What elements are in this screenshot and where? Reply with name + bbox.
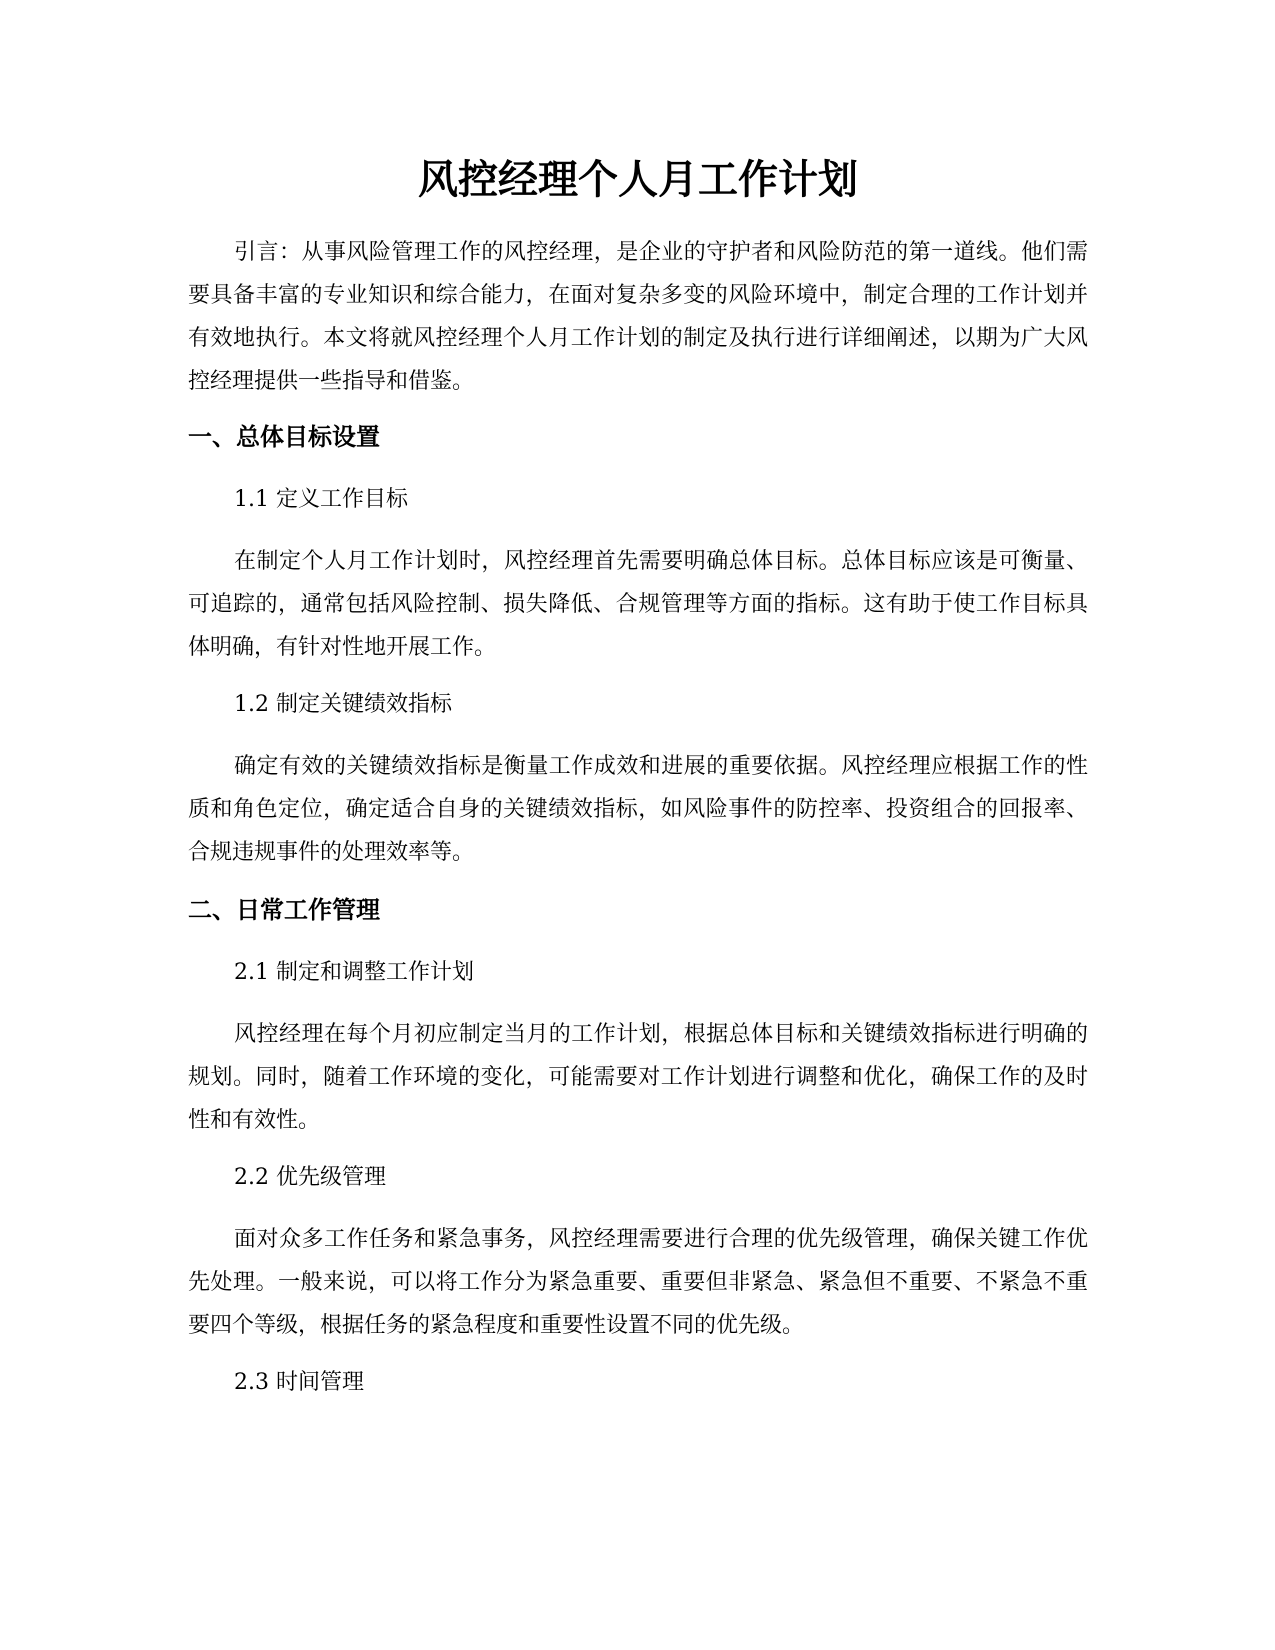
section-heading-2: 二、日常工作管理: [188, 896, 380, 924]
subsection-body-2-2: 面对众多工作任务和紧急事务，风控经理需要进行合理的优先级管理，确保关键工作优先处理。一般来说，可以将工作分为紧急重要、重要但非紧急、紧急但不重要、不紧急不重要四个等级，根据任务的紧急程度和重要性设置不同的优先级。: [188, 1227, 1088, 1338]
section-heading-1: 一、总体目标设置: [188, 423, 380, 451]
subsection-body-2-1: 风控经理在每个月初应制定当月的工作计划，根据总体目标和关键绩效指标进行明确的规划。同时，随着工作环境的变化，可能需要对工作计划进行调整和优化，确保工作的及时性和有效性。: [188, 1022, 1088, 1133]
document-title: 风控经理个人月工作计划: [418, 157, 858, 203]
subsection-title-1-1: 1.1 定义工作目标: [234, 487, 408, 512]
subsection-title-2-3: 2.3 时间管理: [234, 1370, 364, 1395]
subsection-title-2-1: 2.1 制定和调整工作计划: [234, 960, 474, 985]
subsection-title-1-2: 1.2 制定关键绩效指标: [234, 692, 452, 717]
subsection-title-2-2: 2.2 优先级管理: [234, 1165, 386, 1190]
intro-paragraph: 引言：从事风险管理工作的风控经理，是企业的守护者和风险防范的第一道线。他们需要具备丰富的专业知识和综合能力，在面对复杂多变的风险环境中，制定合理的工作计划并有效地执行。本文将就风控经理个人月工作计划的制定及执行进行详细阐述，以期为广大风控经理提供一些指导和借鉴。: [188, 240, 1088, 394]
subsection-body-1-1: 在制定个人月工作计划时，风控经理首先需要明确总体目标。总体目标应该是可衡量、可追踪的，通常包括风险控制、损失降低、合规管理等方面的指标。这有助于使工作目标具体明确，有针对性地开展工作。: [188, 549, 1088, 660]
subsection-body-1-2: 确定有效的关键绩效指标是衡量工作成效和进展的重要依据。风控经理应根据工作的性质和角色定位，确定适合自身的关键绩效指标，如风险事件的防控率、投资组合的回报率、合规违规事件的处理效率等。: [188, 754, 1088, 865]
